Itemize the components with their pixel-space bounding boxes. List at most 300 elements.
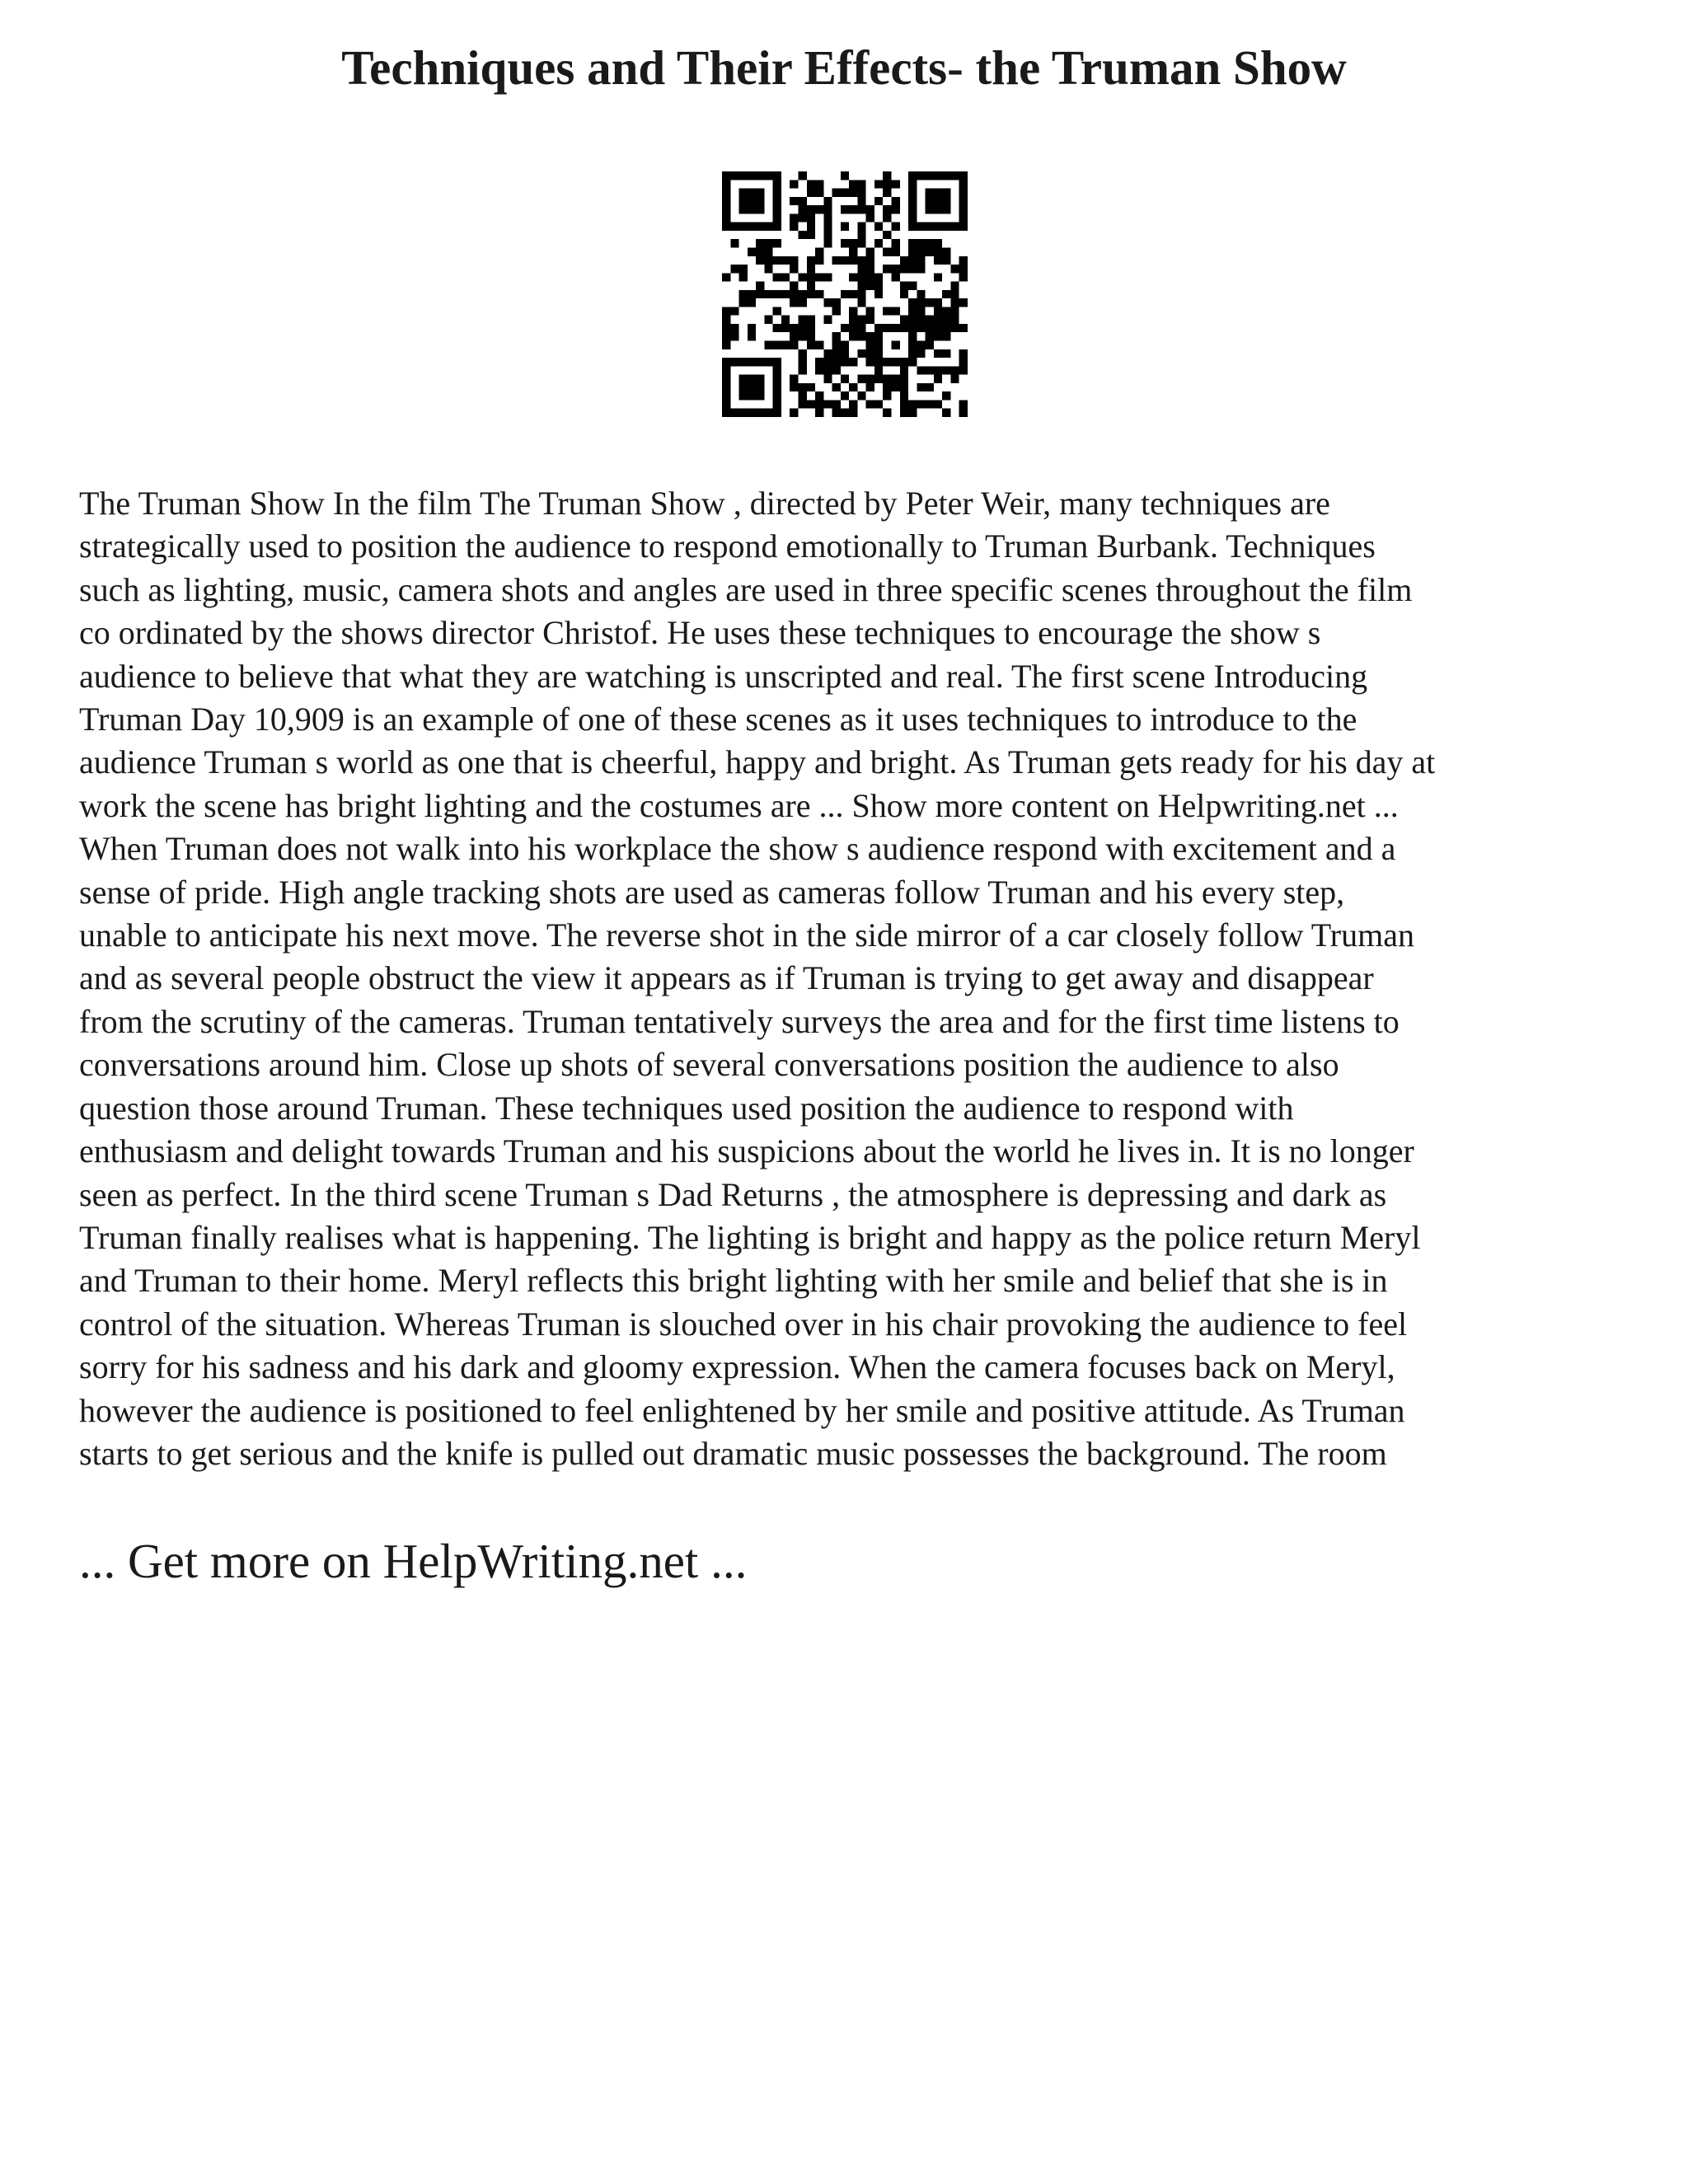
qr-module — [722, 307, 730, 315]
qr-module — [781, 316, 790, 324]
qr-module — [908, 332, 917, 340]
qr-module — [798, 383, 806, 391]
get-more-link[interactable]: ... Get more on HelpWriting.net ... — [79, 1534, 748, 1588]
qr-module — [739, 265, 748, 273]
qr-module — [730, 358, 738, 366]
qr-module — [857, 391, 865, 400]
qr-module — [866, 332, 874, 340]
qr-module — [926, 341, 934, 349]
qr-module — [857, 205, 865, 213]
qr-module — [934, 171, 942, 180]
qr-module — [942, 409, 950, 417]
body-line: and as several people obstruct the view it appears as if Truman is trying to get away and disappear — [79, 959, 1374, 997]
qr-module — [874, 324, 883, 332]
qr-module — [748, 324, 756, 332]
qr-module — [773, 239, 781, 247]
qr-module — [866, 358, 874, 366]
qr-module — [807, 383, 815, 391]
qr-module — [849, 205, 857, 213]
qr-module — [773, 197, 781, 205]
qr-module — [764, 316, 772, 324]
qr-module — [892, 383, 900, 391]
body-line: When Truman does not walk into his workplace the show s audience respond with excitement and a — [79, 830, 1396, 868]
qr-module — [926, 324, 934, 332]
qr-module — [841, 290, 849, 298]
qr-module — [934, 197, 942, 205]
page-title: Techniques and Their Effects- the Truman Show — [341, 40, 1347, 95]
qr-module — [722, 223, 730, 231]
qr-module — [857, 256, 865, 265]
body-line: unable to anticipate his next move. The reverse shot in the side mirror of a car closely follow Truman — [79, 916, 1414, 954]
qr-module — [722, 409, 730, 417]
qr-module — [892, 307, 900, 315]
qr-module — [908, 400, 917, 408]
qr-module — [764, 265, 772, 273]
qr-module — [815, 391, 823, 400]
qr-module — [883, 265, 891, 273]
qr-module — [807, 180, 815, 188]
qr-module — [849, 290, 857, 298]
qr-module — [722, 358, 730, 366]
qr-module — [722, 383, 730, 391]
body-line: such as lighting, music, camera shots and angles are used in three specific scenes throughout the film — [79, 570, 1413, 608]
qr-module — [857, 197, 865, 205]
qr-module — [908, 239, 917, 247]
qr-module — [892, 358, 900, 366]
qr-module — [866, 205, 874, 213]
qr-module — [934, 375, 942, 383]
qr-module — [892, 223, 900, 231]
qr-module — [773, 256, 781, 265]
qr-module — [798, 231, 806, 239]
qr-module — [807, 265, 815, 273]
qr-module — [815, 180, 823, 188]
qr-module — [874, 358, 883, 366]
qr-module — [874, 282, 883, 290]
qr-module — [950, 316, 959, 324]
qr-module — [748, 171, 756, 180]
qr-module — [926, 205, 934, 213]
qr-module — [798, 358, 806, 366]
qr-module — [841, 409, 849, 417]
qr-module — [908, 171, 917, 180]
qr-module — [756, 239, 764, 247]
qr-module — [823, 298, 832, 307]
qr-module — [892, 273, 900, 281]
qr-module — [841, 358, 849, 366]
qr-module — [773, 375, 781, 383]
qr-module — [874, 349, 883, 358]
qr-module — [934, 307, 942, 315]
qr-module — [908, 409, 917, 417]
qr-module — [926, 366, 934, 374]
qr-module — [790, 324, 798, 332]
qr-module — [934, 205, 942, 213]
qr-module — [832, 307, 841, 315]
qr-module — [764, 256, 772, 265]
qr-module — [849, 307, 857, 315]
qr-module — [857, 290, 865, 298]
qr-module — [883, 383, 891, 391]
qr-module — [849, 324, 857, 332]
qr-module — [900, 290, 908, 298]
qr-module — [883, 205, 891, 213]
qr-module — [807, 189, 815, 197]
qr-module — [900, 358, 908, 366]
qr-module — [900, 383, 908, 391]
qr-module — [739, 375, 748, 383]
qr-module — [798, 316, 806, 324]
qr-module — [722, 205, 730, 213]
qr-module — [883, 171, 891, 180]
qr-module — [722, 341, 730, 349]
qr-module — [866, 383, 874, 391]
qr-module — [849, 383, 857, 391]
qr-module — [857, 298, 865, 307]
qr-module — [798, 290, 806, 298]
qr-module — [823, 316, 832, 324]
qr-module — [908, 189, 917, 197]
qr-module — [874, 180, 883, 188]
qr-module — [926, 197, 934, 205]
qr-module — [748, 290, 756, 298]
body-line: Truman finally realises what is happening. The lighting is bright and happy as the police return Meryl — [79, 1218, 1421, 1256]
qr-module — [739, 383, 748, 391]
qr-module — [756, 197, 764, 205]
qr-module — [942, 349, 950, 358]
qr-module — [841, 391, 849, 400]
qr-module — [874, 366, 883, 374]
qr-module — [722, 213, 730, 222]
qr-module — [807, 332, 815, 340]
qr-module — [926, 239, 934, 247]
qr-module — [756, 171, 764, 180]
qr-module — [841, 223, 849, 231]
body-line: starts to get serious and the knife is pulled out dramatic music possesses the background. The room — [79, 1434, 1387, 1472]
qr-module — [730, 171, 738, 180]
qr-module — [781, 324, 790, 332]
qr-module — [807, 324, 815, 332]
qr-module — [756, 189, 764, 197]
qr-module — [756, 247, 764, 255]
qr-module — [798, 171, 806, 180]
qr-module — [815, 273, 823, 281]
qr-module — [866, 213, 874, 222]
qr-module — [917, 316, 925, 324]
qr-module — [883, 213, 891, 222]
qr-module — [798, 273, 806, 281]
qr-module — [959, 400, 968, 408]
body-line: Truman Day 10,909 is an example of one of these scenes as it uses techniques to introduce to the — [79, 701, 1357, 738]
qr-module — [959, 197, 968, 205]
qr-module — [934, 324, 942, 332]
qr-module — [892, 247, 900, 255]
qr-module — [917, 247, 925, 255]
qr-module — [892, 341, 900, 349]
qr-module — [722, 375, 730, 383]
qr-module — [849, 180, 857, 188]
qr-module — [950, 375, 959, 383]
qr-module — [874, 400, 883, 408]
qr-module — [892, 180, 900, 188]
qr-module — [781, 273, 790, 281]
qr-module — [950, 298, 959, 307]
qr-module — [917, 366, 925, 374]
qr-module — [934, 247, 942, 255]
qr-module — [866, 375, 874, 383]
qr-module — [917, 400, 925, 408]
qr-module — [823, 358, 832, 366]
qr-module — [832, 366, 841, 374]
qr-module — [942, 290, 950, 298]
qr-module — [773, 171, 781, 180]
qr-module — [942, 307, 950, 315]
qr-module — [832, 332, 841, 340]
qr-module — [815, 366, 823, 374]
qr-module — [857, 180, 865, 188]
qr-module — [798, 400, 806, 408]
qr-module — [815, 358, 823, 366]
qr-module — [908, 349, 917, 358]
qr-module — [748, 375, 756, 383]
qr-module — [823, 231, 832, 239]
body-line: audience Truman s world as one that is cheerful, happy and bright. As Truman gets ready for his day at — [79, 743, 1436, 781]
qr-module — [874, 332, 883, 340]
qr-module — [950, 324, 959, 332]
qr-module — [959, 273, 968, 281]
qr-module — [866, 265, 874, 273]
qr-module — [815, 400, 823, 408]
qr-module — [917, 265, 925, 273]
qr-module — [748, 409, 756, 417]
body-line: The Truman Show In the film The Truman Show , directed by Peter Weir, many techniques are — [79, 485, 1330, 522]
qr-module — [781, 290, 790, 298]
qr-module — [874, 197, 883, 205]
qr-module — [942, 197, 950, 205]
qr-module — [849, 189, 857, 197]
qr-module — [739, 298, 748, 307]
qr-module — [959, 366, 968, 374]
qr-module — [832, 298, 841, 307]
qr-module — [773, 189, 781, 197]
qr-module — [883, 358, 891, 366]
qr-module — [874, 273, 883, 281]
qr-module — [730, 332, 738, 340]
qr-module — [748, 391, 756, 400]
qr-module — [874, 239, 883, 247]
qr-module — [790, 265, 798, 273]
qr-module — [900, 366, 908, 374]
qr-module — [866, 307, 874, 315]
qr-module — [730, 324, 738, 332]
qr-module — [959, 409, 968, 417]
qr-module — [883, 409, 891, 417]
qr-module — [942, 223, 950, 231]
qr-module — [781, 256, 790, 265]
qr-module — [781, 341, 790, 349]
qr-module — [773, 409, 781, 417]
qr-module — [798, 324, 806, 332]
qr-module — [807, 290, 815, 298]
qr-module — [807, 223, 815, 231]
qr-module — [934, 332, 942, 340]
qr-module — [892, 265, 900, 273]
qr-module — [823, 375, 832, 383]
qr-module — [934, 223, 942, 231]
body-line: conversations around him. Close up shots of several conversations position the audience to also — [79, 1046, 1339, 1084]
qr-module — [959, 213, 968, 222]
qr-module — [790, 409, 798, 417]
qr-module — [900, 282, 908, 290]
qr-module — [849, 332, 857, 340]
qr-module — [883, 391, 891, 400]
qr-module — [798, 213, 806, 222]
qr-module — [959, 324, 968, 332]
qr-module — [823, 273, 832, 281]
qr-module — [764, 239, 772, 247]
qr-module — [857, 349, 865, 358]
qr-module — [730, 265, 738, 273]
qr-module — [942, 391, 950, 400]
body-line: work the scene has bright lighting and the costumes are ... Show more content on Helpwriting.net ... — [79, 786, 1399, 824]
qr-module — [866, 256, 874, 265]
qr-module — [815, 409, 823, 417]
qr-module — [823, 213, 832, 222]
qr-module — [908, 256, 917, 265]
qr-module — [722, 332, 730, 340]
qr-module — [823, 223, 832, 231]
qr-module — [773, 391, 781, 400]
qr-module — [866, 341, 874, 349]
qr-module — [849, 400, 857, 408]
qr-module — [866, 400, 874, 408]
qr-module — [917, 290, 925, 298]
qr-module — [926, 316, 934, 324]
qr-module — [892, 375, 900, 383]
qr-module — [857, 316, 865, 324]
qr-module — [739, 273, 748, 281]
qr-module — [874, 223, 883, 231]
qr-module — [832, 400, 841, 408]
qr-module — [942, 332, 950, 340]
qr-module — [908, 180, 917, 188]
qr-module — [934, 189, 942, 197]
qr-module — [934, 400, 942, 408]
body-line: audience to believe that what they are watching is unscripted and real. The first scene Introducing — [79, 657, 1368, 695]
qr-module — [748, 223, 756, 231]
qr-module — [917, 349, 925, 358]
qr-module — [790, 290, 798, 298]
qr-module — [823, 349, 832, 358]
qr-module — [798, 197, 806, 205]
qr-module — [798, 298, 806, 307]
qr-module — [748, 298, 756, 307]
qr-module — [815, 341, 823, 349]
qr-module — [739, 391, 748, 400]
qr-module — [874, 341, 883, 349]
qr-module — [807, 341, 815, 349]
qr-module — [908, 282, 917, 290]
qr-module — [832, 256, 841, 265]
qr-module — [959, 265, 968, 273]
qr-module — [959, 223, 968, 231]
qr-module — [857, 231, 865, 239]
qr-module — [815, 247, 823, 255]
qr-module — [883, 189, 891, 197]
body-line: enthusiasm and delight towards Truman and his suspicions about the world he lives in. It is no longer — [79, 1132, 1414, 1170]
qr-module — [739, 290, 748, 298]
qr-module — [908, 223, 917, 231]
qr-module — [908, 247, 917, 255]
qr-module — [832, 409, 841, 417]
qr-module — [756, 256, 764, 265]
qr-module — [857, 332, 865, 340]
qr-module — [917, 341, 925, 349]
qr-module — [722, 171, 730, 180]
qr-module — [950, 282, 959, 290]
qr-module — [748, 358, 756, 366]
qr-module — [926, 400, 934, 408]
qr-module — [773, 383, 781, 391]
qr-module — [959, 358, 968, 366]
qr-module — [832, 383, 841, 391]
qr-module — [823, 239, 832, 247]
body-line: strategically used to position the audience to respond emotionally to Truman Burbank. Techniques — [79, 527, 1376, 565]
qr-module — [874, 375, 883, 383]
qr-module — [730, 239, 738, 247]
qr-module — [739, 197, 748, 205]
qr-module — [823, 197, 832, 205]
qr-module — [748, 247, 756, 255]
qr-module — [790, 256, 798, 265]
qr-module — [857, 282, 865, 290]
qr-module — [849, 247, 857, 255]
qr-module — [926, 383, 934, 391]
qr-module — [764, 247, 772, 255]
qr-module — [790, 223, 798, 231]
qr-module — [722, 324, 730, 332]
qr-module — [722, 197, 730, 205]
qr-module — [908, 341, 917, 349]
qr-module — [908, 213, 917, 222]
qr-module — [841, 256, 849, 265]
qr-module — [874, 290, 883, 298]
qr-module — [959, 205, 968, 213]
qr-module — [807, 231, 815, 239]
qr-module — [815, 189, 823, 197]
qr-module — [798, 332, 806, 340]
qr-module — [892, 205, 900, 213]
qr-module — [917, 239, 925, 247]
qr-module — [942, 316, 950, 324]
qr-module — [815, 290, 823, 298]
qr-module — [934, 239, 942, 247]
qr-module — [790, 180, 798, 188]
qr-module — [756, 223, 764, 231]
qr-module — [790, 298, 798, 307]
qr-module — [866, 247, 874, 255]
qr-module — [866, 282, 874, 290]
qr-module — [722, 273, 730, 281]
qr-module — [926, 332, 934, 340]
qr-module — [849, 409, 857, 417]
qr-module — [722, 189, 730, 197]
qr-module — [764, 409, 772, 417]
qr-module — [790, 341, 798, 349]
qr-module — [841, 239, 849, 247]
body-line: question those around Truman. These techniques used position the audience to respond with — [79, 1089, 1294, 1127]
qr-module — [959, 180, 968, 188]
